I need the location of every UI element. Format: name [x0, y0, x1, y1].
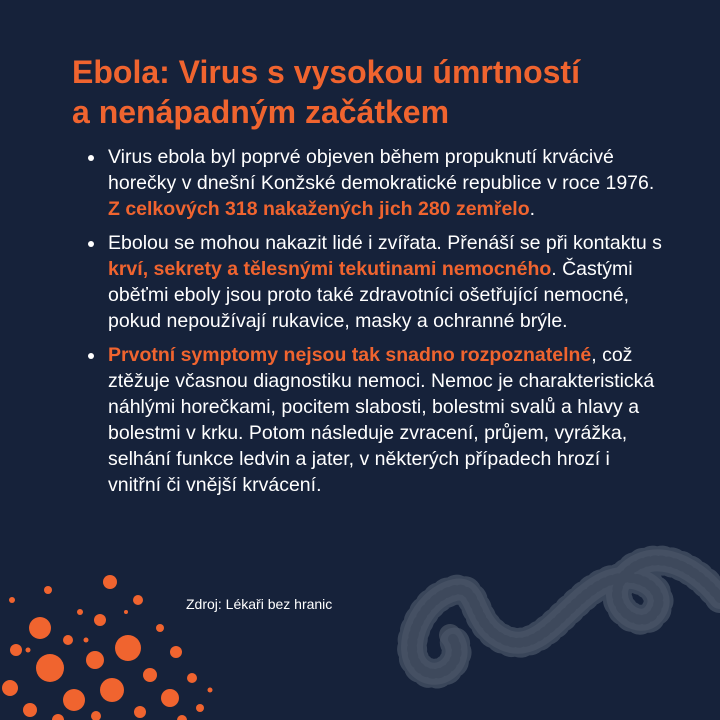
- bullet-text: Ebolou se mohou nakazit lidé i zvířata. Přenáší se při kontaktu s: [108, 232, 662, 254]
- bullet-text: Virus ebola byl poprvé objeven během propuknutí krvácivé horečky v dnešní Konžské demokratické republice v roce 1976.: [108, 146, 655, 194]
- bullet-highlight: Z celkových 318 nakažených jich 280 zemřelo: [108, 198, 530, 220]
- bullet-item-discovery: [86, 144, 666, 222]
- bullet-text: .: [529, 198, 536, 220]
- bullet-highlight: Prvotní symptomy nejsou tak snadno rozpoznatelné: [108, 344, 592, 366]
- bullet-list: [86, 144, 666, 506]
- bullet-text: , což ztěžuje včasnou diagnostiku nemoci. Nemoc je charakteristická náhlými horečkami, pocitem slabosti, bolestmi svalů a hlavy a bolestmi v krku. Potom následuje zvracení, průjem, vyrážka, selhání funkce ledvin a jater, v některých případech hrozí i vnitřní či vnější krvácení.: [108, 344, 655, 496]
- bullet-highlight: krví, sekrety a tělesnými tekutinami nemocného: [108, 258, 552, 280]
- page-title: [72, 52, 672, 132]
- bullet-item-transmission: [86, 230, 666, 334]
- title-line-2: a nenápadným začátkem: [72, 94, 450, 130]
- title-line-1: Ebola: Virus s vysokou úmrtností: [72, 54, 580, 90]
- bullet-text: . Častými oběťmi eboly jsou proto také zdravotníci ošetřující nemocné, pokud nepoužívají rukavice, masky a ochranné brýle.: [108, 258, 633, 332]
- source-credit: Zdroj: Lékaři bez hranic: [186, 596, 333, 612]
- bullet-item-symptoms: [86, 342, 666, 498]
